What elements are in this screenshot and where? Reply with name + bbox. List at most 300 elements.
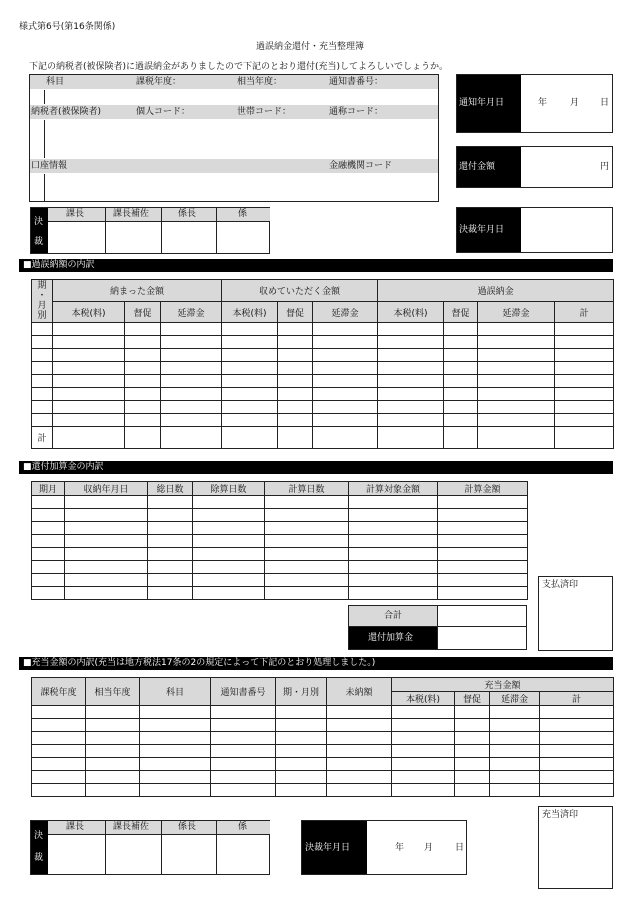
table-cell[interactable]: [222, 388, 278, 401]
table-cell[interactable]: [490, 745, 540, 758]
table-cell[interactable]: [265, 522, 349, 535]
table-cell[interactable]: [211, 758, 276, 771]
notice-day-unit: 日: [600, 98, 610, 108]
table-cell[interactable]: [555, 375, 614, 388]
table-cell[interactable]: [478, 414, 555, 427]
notice-number-label: 通知書番号：: [329, 77, 384, 87]
table-cell[interactable]: [278, 362, 313, 375]
table-cell[interactable]: [444, 414, 478, 427]
subject-label: 科目: [46, 77, 65, 87]
refund-amount-input[interactable]: [522, 148, 598, 186]
table-cell[interactable]: [148, 548, 193, 561]
table-cell[interactable]: [278, 349, 313, 362]
col-total-days: 総日数: [148, 482, 193, 496]
intro-text: 下記の納税者(被保険者)に過誤納金がありましたので下記のとおり還付(充当)してよろしいでしょうか。: [29, 62, 449, 72]
table-cell[interactable]: [125, 336, 161, 349]
section2-title: ■還付加算金の内訳: [23, 462, 104, 472]
table-cell[interactable]: [392, 771, 455, 784]
table-cell[interactable]: [478, 388, 555, 401]
table-cell[interactable]: [392, 784, 455, 797]
table-cell[interactable]: [161, 362, 222, 375]
table-cell[interactable]: [125, 401, 161, 414]
table-cell[interactable]: [32, 771, 86, 784]
table-cell[interactable]: [32, 349, 53, 362]
table-cell[interactable]: [478, 375, 555, 388]
table-cell[interactable]: [32, 323, 53, 336]
form-number: 様式第6号(第16条関係): [19, 22, 116, 32]
table-cell[interactable]: [327, 745, 392, 758]
table-cell[interactable]: [278, 414, 313, 427]
table-cell[interactable]: [327, 706, 392, 719]
group-appropriation: 充当金額: [392, 678, 614, 692]
table-cell[interactable]: [32, 375, 53, 388]
appropriation-table: [31, 677, 614, 797]
notice-month-unit: 月: [570, 98, 580, 108]
col-tax-year: 課税年度: [32, 678, 86, 706]
table-cell[interactable]: [65, 548, 148, 561]
table-cell[interactable]: [125, 375, 161, 388]
table-cell[interactable]: [555, 349, 614, 362]
table-cell[interactable]: [378, 323, 444, 336]
table-cell[interactable]: [444, 349, 478, 362]
table-cell[interactable]: [278, 401, 313, 414]
table-cell[interactable]: [211, 732, 276, 745]
col-calc-amount: 計算金額: [438, 482, 528, 496]
group-due-amount: 収めていただく金額: [222, 280, 378, 302]
table-cell[interactable]: [86, 706, 140, 719]
table-cell[interactable]: [222, 323, 278, 336]
table-cell[interactable]: [86, 771, 140, 784]
role-subsection-chief: 係長: [178, 209, 197, 219]
table-cell[interactable]: [378, 414, 444, 427]
table-cell[interactable]: [32, 336, 53, 349]
info-row2-value[interactable]: [44, 120, 438, 158]
table-cell[interactable]: [444, 362, 478, 375]
table-cell[interactable]: [313, 323, 378, 336]
table-cell[interactable]: [349, 548, 438, 561]
notice-year-unit: 年: [538, 98, 548, 108]
section1-bar: [19, 259, 613, 272]
role-subsection-chief-bottom: 係長: [178, 822, 197, 832]
table-cell[interactable]: [490, 784, 540, 797]
col-late-fee-1: 延滞金: [161, 302, 222, 323]
table-cell[interactable]: [265, 574, 349, 587]
table-cell[interactable]: [455, 719, 490, 732]
table-row: [32, 336, 614, 349]
role-deputy-chief: 課長補佐: [113, 209, 150, 219]
table-row: [32, 388, 614, 401]
refund-addition-value-cell[interactable]: [437, 626, 527, 650]
table-cell[interactable]: [540, 719, 614, 732]
table-cell[interactable]: [478, 362, 555, 375]
table-cell[interactable]: [555, 401, 614, 414]
table-cell[interactable]: [193, 509, 265, 522]
table-cell[interactable]: [327, 771, 392, 784]
table-row: [32, 745, 614, 758]
table-cell[interactable]: [265, 587, 349, 600]
col-demand-2: 督促: [278, 302, 313, 323]
approval-date-label-bottom: 決裁年月日: [305, 843, 351, 853]
table-cell[interactable]: [222, 401, 278, 414]
table-cell[interactable]: [276, 784, 327, 797]
table-cell[interactable]: [140, 732, 211, 745]
table-cell[interactable]: [555, 388, 614, 401]
table-cell[interactable]: [32, 719, 86, 732]
table-cell[interactable]: [349, 535, 438, 548]
total-label: 計: [32, 427, 53, 449]
table-cell[interactable]: [148, 509, 193, 522]
table-cell[interactable]: [161, 388, 222, 401]
table-cell[interactable]: [65, 561, 148, 574]
table-cell[interactable]: [222, 362, 278, 375]
col-unpaid: 未納額: [327, 678, 392, 706]
table-cell[interactable]: [148, 535, 193, 548]
table-cell[interactable]: [455, 706, 490, 719]
table-cell[interactable]: [32, 535, 65, 548]
table-cell[interactable]: [32, 784, 86, 797]
page-title: 過誤納金還付・充当整理簿: [256, 42, 365, 52]
table-row: [32, 574, 528, 587]
col-applicable-year: 相当年度: [86, 678, 140, 706]
approval-kanji-2: 裁: [34, 237, 44, 247]
col-principal-3: 本税(料): [378, 302, 444, 323]
notice-date-label: 通知年月日: [459, 98, 505, 108]
table-cell[interactable]: [125, 362, 161, 375]
col-calc-days: 計算日数: [265, 482, 349, 496]
table-cell[interactable]: [438, 496, 528, 509]
table-cell[interactable]: [438, 509, 528, 522]
notice-date-input[interactable]: [522, 76, 612, 131]
table-row: [32, 548, 528, 561]
table-cell[interactable]: [265, 509, 349, 522]
table-cell[interactable]: [327, 758, 392, 771]
table-cell[interactable]: [222, 349, 278, 362]
table-cell[interactable]: [540, 771, 614, 784]
table-cell[interactable]: [438, 548, 528, 561]
table-cell[interactable]: [211, 771, 276, 784]
table-cell[interactable]: [193, 574, 265, 587]
table-cell[interactable]: [444, 401, 478, 414]
table-cell[interactable]: [32, 414, 53, 427]
info-row1-value[interactable]: [44, 90, 438, 104]
approval-month-unit: 月: [424, 843, 434, 853]
section3-bar: [19, 657, 613, 670]
table-cell[interactable]: [392, 706, 455, 719]
table-cell[interactable]: [438, 587, 528, 600]
table-cell[interactable]: [378, 349, 444, 362]
taxpayer-label: 納税者(被保険者): [31, 107, 102, 117]
table-cell[interactable]: [32, 496, 65, 509]
table-cell[interactable]: [540, 732, 614, 745]
table-cell[interactable]: [444, 388, 478, 401]
table-cell[interactable]: [53, 323, 125, 336]
table-cell[interactable]: [161, 414, 222, 427]
table-cell[interactable]: [148, 522, 193, 535]
table-cell[interactable]: [265, 548, 349, 561]
table-cell[interactable]: [327, 719, 392, 732]
table-cell[interactable]: [53, 401, 125, 414]
table-cell[interactable]: [193, 535, 265, 548]
table-cell[interactable]: [327, 732, 392, 745]
approval-year-unit: 年: [395, 843, 405, 853]
table-cell[interactable]: [444, 336, 478, 349]
table-cell[interactable]: [193, 548, 265, 561]
table-cell[interactable]: [278, 336, 313, 349]
table-cell[interactable]: [555, 362, 614, 375]
table-cell[interactable]: [161, 323, 222, 336]
table-cell[interactable]: [349, 522, 438, 535]
table-cell[interactable]: [490, 758, 540, 771]
table-cell[interactable]: [378, 388, 444, 401]
table-cell[interactable]: [313, 362, 378, 375]
table-cell[interactable]: [438, 574, 528, 587]
role-deputy-chief-bottom: 課長補佐: [113, 822, 150, 832]
role-section-chief: 課長: [66, 209, 85, 219]
table-cell[interactable]: [140, 771, 211, 784]
table-cell[interactable]: [32, 758, 86, 771]
table-cell[interactable]: [86, 719, 140, 732]
table-cell[interactable]: [540, 745, 614, 758]
table-cell[interactable]: [276, 745, 327, 758]
table-cell[interactable]: [140, 784, 211, 797]
table-cell[interactable]: [53, 336, 125, 349]
table-cell[interactable]: [378, 336, 444, 349]
table-cell[interactable]: [490, 732, 540, 745]
col-app-principal: 本税(料): [392, 692, 455, 706]
table-cell[interactable]: [444, 323, 478, 336]
table-cell[interactable]: [265, 496, 349, 509]
table-cell[interactable]: [478, 323, 555, 336]
col-period-month: 期月: [32, 482, 65, 496]
table-cell[interactable]: [86, 732, 140, 745]
table-cell[interactable]: [392, 745, 455, 758]
table-cell[interactable]: [211, 706, 276, 719]
table-cell[interactable]: [65, 522, 148, 535]
table-cell[interactable]: [32, 401, 53, 414]
refund-amount-label: 還付金額: [459, 162, 496, 172]
table-cell[interactable]: [148, 574, 193, 587]
table-cell[interactable]: [392, 732, 455, 745]
col-period: 期・月別: [276, 678, 327, 706]
table-cell[interactable]: [222, 414, 278, 427]
table-cell[interactable]: [125, 349, 161, 362]
table-cell[interactable]: [540, 758, 614, 771]
table-row: [32, 401, 614, 414]
table-cell[interactable]: [278, 375, 313, 388]
tax-year-label: 課税年度：: [136, 77, 182, 87]
table-row: [32, 771, 614, 784]
table-cell[interactable]: [140, 758, 211, 771]
table-cell[interactable]: [140, 719, 211, 732]
table-cell[interactable]: [455, 771, 490, 784]
table-cell[interactable]: [276, 732, 327, 745]
col-excluded-days: 除算日数: [193, 482, 265, 496]
table-row: [32, 758, 614, 771]
table-cell[interactable]: [161, 401, 222, 414]
table-cell[interactable]: [32, 548, 65, 561]
table-cell[interactable]: [349, 496, 438, 509]
col-subject: 科目: [140, 678, 211, 706]
table-cell[interactable]: [140, 745, 211, 758]
table-row: [32, 522, 528, 535]
table-cell[interactable]: [32, 732, 86, 745]
table-cell[interactable]: [53, 375, 125, 388]
approval-kanji-2-bottom: 裁: [34, 853, 44, 863]
table-cell[interactable]: [438, 535, 528, 548]
table-cell[interactable]: [276, 758, 327, 771]
table-cell[interactable]: [313, 414, 378, 427]
col-total: 計: [555, 302, 614, 323]
table-cell[interactable]: [65, 574, 148, 587]
approval-date-input-bottom[interactable]: [367, 822, 466, 873]
table-cell[interactable]: [313, 401, 378, 414]
table-cell[interactable]: [490, 771, 540, 784]
col-demand-1: 督促: [125, 302, 161, 323]
table-cell[interactable]: [32, 587, 65, 600]
table-cell[interactable]: [211, 745, 276, 758]
table-cell[interactable]: [313, 349, 378, 362]
table-cell[interactable]: [32, 574, 65, 587]
col-late-fee-2: 延滞金: [313, 302, 378, 323]
table-cell[interactable]: [349, 574, 438, 587]
table-cell[interactable]: [53, 362, 125, 375]
table-cell[interactable]: [211, 784, 276, 797]
table-cell[interactable]: [222, 375, 278, 388]
col-app-demand: 督促: [455, 692, 490, 706]
table-cell[interactable]: [65, 496, 148, 509]
bank-code-label: 金融機関コード: [329, 161, 393, 171]
table-cell[interactable]: [276, 771, 327, 784]
table-cell[interactable]: [65, 587, 148, 600]
table-cell[interactable]: [444, 375, 478, 388]
role-staff: 係: [238, 209, 248, 219]
table-row: [32, 784, 614, 797]
table-cell[interactable]: [540, 784, 614, 797]
table-row: [32, 323, 614, 336]
table-cell[interactable]: [478, 349, 555, 362]
paid-stamp-label: 支払済印: [542, 580, 579, 590]
info-row3-value[interactable]: [44, 174, 438, 201]
table-cell[interactable]: [125, 323, 161, 336]
table-cell[interactable]: [276, 719, 327, 732]
table-cell[interactable]: [32, 522, 65, 535]
table-cell[interactable]: [148, 496, 193, 509]
table-cell[interactable]: [86, 745, 140, 758]
table-cell[interactable]: [392, 758, 455, 771]
table-cell[interactable]: [555, 323, 614, 336]
table-cell[interactable]: [438, 522, 528, 535]
account-info-label: 口座情報: [31, 161, 68, 171]
applicable-year-label: 相当年度：: [237, 77, 283, 87]
table-cell[interactable]: [125, 414, 161, 427]
table-cell[interactable]: [327, 784, 392, 797]
period-header: 期 ・ 月 別: [32, 280, 53, 323]
approval-stamp-area-bottom[interactable]: [48, 835, 269, 874]
table-cell[interactable]: [455, 745, 490, 758]
table-cell[interactable]: [455, 758, 490, 771]
col-principal-2: 本税(料): [222, 302, 278, 323]
table-cell[interactable]: [53, 414, 125, 427]
table-cell[interactable]: [378, 375, 444, 388]
table-cell[interactable]: [193, 587, 265, 600]
table-cell[interactable]: [555, 336, 614, 349]
table-cell[interactable]: [193, 561, 265, 574]
table-cell[interactable]: [313, 388, 378, 401]
table-cell[interactable]: [455, 784, 490, 797]
table-cell[interactable]: [86, 784, 140, 797]
table-cell[interactable]: [313, 336, 378, 349]
table-cell[interactable]: [438, 561, 528, 574]
col-app-late-fee: 延滞金: [490, 692, 540, 706]
table-cell[interactable]: [349, 587, 438, 600]
table-cell[interactable]: [265, 535, 349, 548]
table-row: [32, 535, 528, 548]
table-cell[interactable]: [32, 561, 65, 574]
table-row: [32, 732, 614, 745]
approval-kanji-1-bottom: 決: [34, 831, 44, 841]
table-cell[interactable]: [478, 401, 555, 414]
total-row: [32, 427, 614, 449]
appropriated-stamp-label: 充当済印: [542, 810, 579, 820]
table-cell[interactable]: [278, 323, 313, 336]
table-cell[interactable]: [478, 336, 555, 349]
table-cell[interactable]: [265, 561, 349, 574]
table-cell[interactable]: [65, 535, 148, 548]
table-cell[interactable]: [313, 375, 378, 388]
table-cell[interactable]: [32, 706, 86, 719]
table-cell[interactable]: [349, 561, 438, 574]
table-cell[interactable]: [140, 706, 211, 719]
table-cell[interactable]: [161, 336, 222, 349]
table-cell[interactable]: [222, 336, 278, 349]
approval-stamp-area-top[interactable]: [48, 222, 269, 253]
table-cell[interactable]: [53, 388, 125, 401]
table-cell[interactable]: [148, 587, 193, 600]
taxpayer-info-block: [29, 74, 439, 202]
table-cell[interactable]: [125, 388, 161, 401]
table-cell[interactable]: [32, 509, 65, 522]
table-cell[interactable]: [349, 509, 438, 522]
table-cell[interactable]: [490, 706, 540, 719]
table-row: [32, 362, 614, 375]
col-demand-3: 督促: [444, 302, 478, 323]
table-cell[interactable]: [193, 522, 265, 535]
table-cell[interactable]: [540, 706, 614, 719]
table-cell[interactable]: [392, 719, 455, 732]
table-cell[interactable]: [378, 362, 444, 375]
approval-date-input-top[interactable]: [522, 209, 612, 251]
table-cell[interactable]: [161, 375, 222, 388]
table-cell[interactable]: [378, 401, 444, 414]
table-cell[interactable]: [211, 719, 276, 732]
table-cell[interactable]: [32, 388, 53, 401]
table-cell[interactable]: [455, 732, 490, 745]
table-cell[interactable]: [278, 388, 313, 401]
table-cell[interactable]: [161, 349, 222, 362]
table-cell[interactable]: [148, 561, 193, 574]
table-cell[interactable]: [555, 414, 614, 427]
table-cell[interactable]: [490, 719, 540, 732]
table-cell[interactable]: [53, 349, 125, 362]
table-cell[interactable]: [65, 509, 148, 522]
table-cell[interactable]: [276, 706, 327, 719]
table-cell[interactable]: [32, 745, 86, 758]
table-cell[interactable]: [193, 496, 265, 509]
group-paid-amount: 納まった金額: [53, 280, 222, 302]
table-cell[interactable]: [32, 362, 53, 375]
table-cell[interactable]: [86, 758, 140, 771]
sum-value-cell[interactable]: [437, 605, 527, 627]
